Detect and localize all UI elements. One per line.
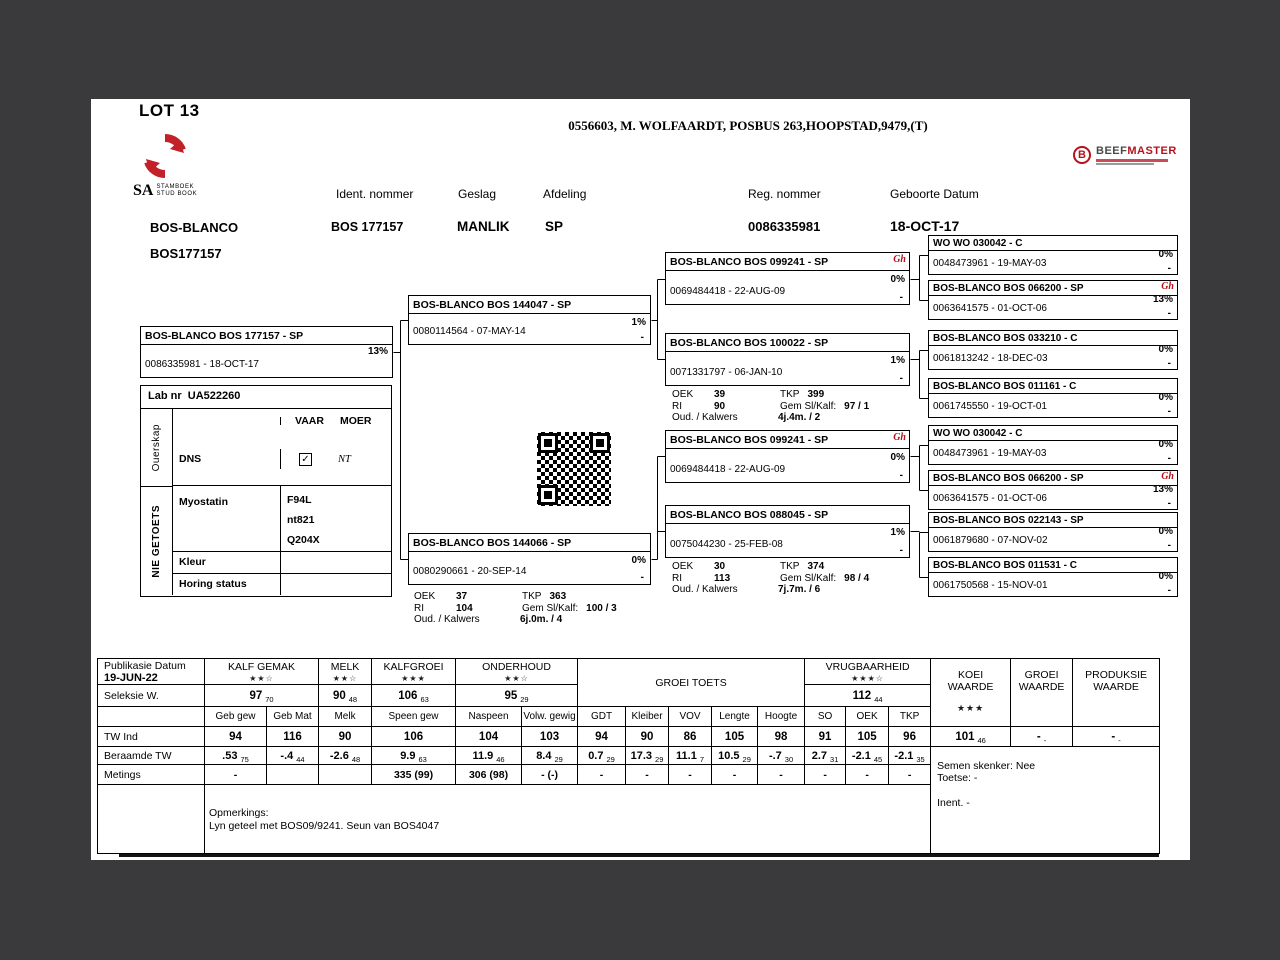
box-reg: 0069484418 - 22-AUG-09 xyxy=(670,286,786,297)
ident-nommer-label: Ident. nommer xyxy=(336,187,414,201)
empty-cell xyxy=(98,707,205,727)
column-header: SO xyxy=(805,707,846,727)
dam-dash: - xyxy=(640,572,644,583)
geboorte-datum-value: 18-OCT-17 xyxy=(890,218,960,234)
tw-ind-value: 90 xyxy=(626,727,669,747)
stat-label: TKP xyxy=(780,389,800,400)
opmerkings-text: Lyn geteel met BOS09/9241. Seun van BOS4047 xyxy=(209,820,440,832)
stat-label: Oud. / Kalwers xyxy=(414,614,480,625)
sa-studbook-logo-text xyxy=(133,183,197,198)
stat-label: OEK xyxy=(414,591,436,602)
box-reg: 0069484418 - 22-AUG-09 xyxy=(670,464,786,475)
sire-dash: - xyxy=(640,332,644,343)
tw-ind-label: TW Ind xyxy=(98,727,205,747)
nie-getoets-section-label: NIE GETOETS xyxy=(141,486,172,595)
metings-value: - xyxy=(712,765,758,785)
metings-value: - xyxy=(758,765,805,785)
group-kalfgroei: KALFGROEI ★★★ xyxy=(372,659,456,685)
pedigree-box-animal xyxy=(140,326,393,378)
geslag-value: MANLIK xyxy=(457,219,510,234)
beraamde-value: 0.7 $_{29}$ xyxy=(578,747,626,765)
page-bottom-rule xyxy=(119,854,1159,857)
stat-value: 113 xyxy=(714,572,731,584)
tw-ind-value: 104 xyxy=(456,727,522,747)
box-dash: - xyxy=(1167,585,1171,596)
box-dash: - xyxy=(1167,308,1171,319)
box-pct: 13% xyxy=(1152,294,1173,305)
publikasie-datum-value: 19-JUN-22 xyxy=(104,671,158,684)
owner-line: 0556603, M. WOLFAARDT, POSBUS 263,HOOPSTAD,9479,(T) xyxy=(568,118,928,133)
beraamde-value: 10.5 $_{29}$ xyxy=(712,747,758,765)
gh-marker-icon: Gh xyxy=(893,432,906,443)
stars-rating: ★★☆ xyxy=(249,673,274,683)
box-pct: 0% xyxy=(1158,392,1173,403)
stats-dams-dam xyxy=(672,561,869,596)
beraamde-value: 11.1 $_7$ xyxy=(669,747,712,765)
stat-label: Oud. / Kalwers xyxy=(672,584,738,595)
stat-label: Gem Sl/Kalf: xyxy=(780,572,837,584)
metings-value: - xyxy=(205,765,267,785)
stat-label: Gem Sl/Kalf: xyxy=(780,400,837,412)
moer-column-header: MOER xyxy=(339,415,372,427)
tw-ind-value: 103 xyxy=(522,727,578,747)
tw-ind-value: 105 xyxy=(712,727,758,747)
box-dash: - xyxy=(899,545,903,556)
group-vrugbaarheid: VRUGBAARHEID ★★★☆ xyxy=(805,659,931,685)
animal-box-title: BOS-BLANCO BOS 177157 - SP xyxy=(141,327,392,345)
stat-value: 98 / 4 xyxy=(844,572,870,584)
dns-vaar-checkbox: ✓ xyxy=(299,453,312,466)
metings-value: - xyxy=(805,765,846,785)
pedigree-box-gen4-8 xyxy=(928,557,1178,597)
toetse: Toetse: - xyxy=(937,771,978,784)
seleksie-value: 106 $_{63}$ xyxy=(372,685,456,707)
pedigree-box-gen4-5 xyxy=(928,425,1178,465)
group-onderhoud: ONDERHOUD ★★☆ xyxy=(456,659,578,685)
kleur-label: Kleur xyxy=(173,552,281,573)
metings-value: 306 (98) xyxy=(456,765,522,785)
stat-value: 374 xyxy=(807,561,825,572)
stat-label: RI xyxy=(672,400,682,412)
dam-pct: 0% xyxy=(631,555,646,566)
myostatin-label: Myostatin xyxy=(173,486,281,551)
afdeling-value: SP xyxy=(545,219,564,234)
seleksie-value: 90 $_{48}$ xyxy=(319,685,372,707)
stat-value: 90 xyxy=(714,400,726,412)
group-groei-toets: GROEI TOETS xyxy=(578,659,805,707)
koei-waarde-value: 101 $_{46}$ xyxy=(931,727,1011,747)
beefmaster-b-icon: B xyxy=(1073,146,1091,164)
metings-value: - xyxy=(578,765,626,785)
stars-rating: ★★★ xyxy=(956,703,985,713)
pedigree-box-gen4-3 xyxy=(928,330,1178,370)
beefmaster-logo xyxy=(1073,146,1177,165)
box-reg: 0075044230 - 25-FEB-08 xyxy=(670,539,783,550)
stats-dam xyxy=(414,591,617,626)
box-pct: 0% xyxy=(1158,249,1173,260)
box-title: WO WO 030042 - C xyxy=(929,426,1177,441)
reg-nommer-value: 0086335981 xyxy=(748,219,821,234)
column-header: Lengte xyxy=(712,707,758,727)
gh-marker-icon: Gh xyxy=(1161,471,1174,482)
myostatin-value: nt821 xyxy=(287,514,315,526)
beraamde-value: 17.3 $_{29}$ xyxy=(626,747,669,765)
metings-value: - xyxy=(626,765,669,785)
afdeling-label: Afdeling xyxy=(543,187,587,201)
pedigree-box-gen4-6 xyxy=(928,470,1178,510)
stat-value: 4j.4m. / 2 xyxy=(778,412,821,423)
box-reg: 0071331797 - 06-JAN-10 xyxy=(670,367,783,378)
dns-moer-value: NT xyxy=(338,453,351,465)
stat-value: 37 xyxy=(456,591,468,602)
box-pct: 1% xyxy=(890,355,905,366)
box-title: BOS-BLANCO BOS 099241 - SP xyxy=(666,253,909,271)
lab-box xyxy=(140,385,392,597)
tw-ind-value: 86 xyxy=(669,727,712,747)
lab-number xyxy=(141,386,391,409)
sa-logo-sa: SA xyxy=(133,182,154,199)
box-dash: - xyxy=(1167,453,1171,464)
stars-rating: ★★★ xyxy=(401,673,426,683)
stat-value: 39 xyxy=(714,389,726,400)
stat-label: TKP xyxy=(522,591,542,602)
column-header: TKP xyxy=(889,707,931,727)
publikasie-datum-cell xyxy=(98,659,205,685)
sa-studbook-logo-icon xyxy=(140,131,190,186)
column-header: Geb Mat xyxy=(267,707,319,727)
box-pct: 1% xyxy=(890,527,905,538)
column-header: GDT xyxy=(578,707,626,727)
tw-ind-value: 98 xyxy=(758,727,805,747)
group-kalf-gemak: KALF GEMAK ★★☆ xyxy=(205,659,319,685)
stars-rating: ★★☆ xyxy=(504,673,529,683)
box-dash: - xyxy=(1167,498,1171,509)
metings-value: - xyxy=(669,765,712,785)
box-dash: - xyxy=(899,470,903,481)
beraamde-value: 9.9 $_{63}$ xyxy=(372,747,456,765)
column-header: Hoogte xyxy=(758,707,805,727)
animal-name: BOS-BLANCO xyxy=(150,220,239,235)
beraamde-value: -.4 $_{44}$ xyxy=(267,747,319,765)
semen-skenker: Semen skenker: Nee xyxy=(937,760,1036,772)
box-pct: 0% xyxy=(1158,344,1173,355)
box-title: BOS-BLANCO BOS 011531 - C xyxy=(929,558,1177,573)
tw-ind-value: 116 xyxy=(267,727,319,747)
beraamde-value: .53 $_{75}$ xyxy=(205,747,267,765)
column-header: Volw. gewig xyxy=(522,707,578,727)
seleksie-w-label: Seleksie W. xyxy=(98,685,205,707)
semen-info-cell xyxy=(931,747,1160,854)
stat-value: 6j.0m. / 4 xyxy=(520,614,563,625)
beefmaster-word-beef: BEEF xyxy=(1096,145,1128,157)
box-title: BOS-BLANCO BOS 099241 - SP xyxy=(666,431,909,449)
box-dash: - xyxy=(1167,358,1171,369)
ouerskap-section-label: Ouerskap xyxy=(151,423,162,472)
box-reg: 0048473961 - 19-MAY-03 xyxy=(933,258,1047,269)
tw-ind-value: 94 xyxy=(205,727,267,747)
stats-sires-dam xyxy=(672,389,869,424)
column-header: Kleiber xyxy=(626,707,669,727)
sire-title: BOS-BLANCO BOS 144047 - SP xyxy=(409,296,650,314)
animal-id: BOS177157 xyxy=(150,246,222,261)
box-dash: - xyxy=(899,373,903,384)
beefmaster-subtext-bar2 xyxy=(1096,163,1154,165)
column-header: Naspeen xyxy=(456,707,522,727)
beraamde-value: -.7 $_{30}$ xyxy=(758,747,805,765)
box-pct: 13% xyxy=(1152,484,1173,495)
column-header: OEK xyxy=(846,707,889,727)
pedigree-box-sires-dam xyxy=(665,333,910,386)
pedigree-box-sires-sire xyxy=(665,252,910,305)
document-page xyxy=(91,99,1190,860)
box-dash: - xyxy=(899,292,903,303)
animal-inbreeding-pct: 13% xyxy=(367,346,388,357)
empty-cell xyxy=(98,785,205,854)
tw-ind-value: 106 xyxy=(372,727,456,747)
stars-rating: ★★☆ xyxy=(332,673,358,683)
box-reg: 0063641575 - 01-OCT-06 xyxy=(933,493,1047,504)
metings-value: - xyxy=(846,765,889,785)
box-title: BOS-BLANCO BOS 066200 - SP xyxy=(929,471,1177,486)
pedigree-box-sire xyxy=(408,295,651,345)
column-header: Geb gew xyxy=(205,707,267,727)
groei-waarde-value: - $_-$ xyxy=(1011,727,1073,747)
group-koei-waarde: KOEI WAARDE ★★★ xyxy=(931,659,1011,727)
column-header: Melk xyxy=(319,707,372,727)
box-reg: 0061745550 - 19-OCT-01 xyxy=(933,401,1047,412)
pedigree-box-dam xyxy=(408,533,651,585)
box-reg: 0048473961 - 19-MAY-03 xyxy=(933,448,1047,459)
tw-ind-value: 94 xyxy=(578,727,626,747)
breeding-values-table xyxy=(97,658,1160,854)
sa-logo-line1: STAMBOEK xyxy=(156,184,195,190)
opmerkings-label: Opmerkings: xyxy=(209,807,269,819)
group-groei-waarde: GROEI WAARDE xyxy=(1011,659,1073,727)
box-reg: 0061750568 - 15-NOV-01 xyxy=(933,580,1048,591)
inent: Inent. - xyxy=(937,797,970,809)
stat-label: TKP xyxy=(780,561,800,572)
animal-box-reg: 0086335981 - 18-OCT-17 xyxy=(145,359,259,370)
dam-title: BOS-BLANCO BOS 144066 - SP xyxy=(409,534,650,552)
lab-value: UA522260 xyxy=(187,390,241,402)
box-reg: 0061813242 - 18-DEC-03 xyxy=(933,353,1048,364)
myostatin-value: F94L xyxy=(287,494,312,506)
seleksie-value: 97 $_{70}$ xyxy=(205,685,319,707)
pedigree-box-dams-sire xyxy=(665,430,910,483)
kleur-value xyxy=(281,552,391,573)
lab-label: Lab nr xyxy=(148,390,182,402)
tw-ind-value: 90 xyxy=(319,727,372,747)
myostatin-value: Q204X xyxy=(287,534,320,546)
pedigree-box-gen4-4 xyxy=(928,378,1178,418)
column-header: Speen gew xyxy=(372,707,456,727)
box-pct: 0% xyxy=(1158,439,1173,450)
box-title: BOS-BLANCO BOS 022143 - SP xyxy=(929,513,1177,528)
stat-value: 399 xyxy=(807,389,825,400)
horing-status-value xyxy=(281,574,391,595)
beraamde-value: 2.7 $_{31}$ xyxy=(805,747,846,765)
metings-value: - xyxy=(889,765,931,785)
box-pct: 0% xyxy=(890,452,905,463)
beraamde-value: 8.4 $_{29}$ xyxy=(522,747,578,765)
stars-rating: ★★★☆ xyxy=(851,673,884,683)
box-title: WO WO 030042 - C xyxy=(929,236,1177,251)
stat-label: Oud. / Kalwers xyxy=(672,412,738,423)
box-dash: - xyxy=(1167,263,1171,274)
box-pct: 0% xyxy=(1158,571,1173,582)
column-header: VOV xyxy=(669,707,712,727)
publikasie-datum-label: Publikasie Datum xyxy=(104,659,186,672)
reg-nommer-label: Reg. nommer xyxy=(748,187,821,201)
sire-pct: 1% xyxy=(631,317,646,328)
metings-value: - (-) xyxy=(522,765,578,785)
beefmaster-wordmark xyxy=(1096,146,1177,157)
box-title: BOS-BLANCO BOS 033210 - C xyxy=(929,331,1177,346)
pedigree-box-dams-dam xyxy=(665,505,910,558)
beraamde-tw-label: Beraamde TW xyxy=(98,747,205,765)
dns-label: DNS xyxy=(173,449,281,469)
seleksie-value: 95 $_{29}$ xyxy=(456,685,578,707)
tw-ind-value: 91 xyxy=(805,727,846,747)
metings-value xyxy=(319,765,372,785)
box-pct: 0% xyxy=(890,274,905,285)
seleksie-value: 112 $_{44}$ xyxy=(805,685,931,707)
beefmaster-word-master: MASTER xyxy=(1127,145,1177,157)
box-pct: 0% xyxy=(1158,526,1173,537)
beraamde-value: 11.9 $_{46}$ xyxy=(456,747,522,765)
box-title: BOS-BLANCO BOS 088045 - SP xyxy=(666,506,909,524)
opmerkings-cell xyxy=(205,785,931,854)
stat-label: OEK xyxy=(672,389,694,400)
group-produksie-waarde: PRODUKSIE WAARDE xyxy=(1073,659,1160,727)
box-reg: 0063641575 - 01-OCT-06 xyxy=(933,303,1047,314)
sire-reg: 0080114564 - 07-MAY-14 xyxy=(413,326,526,337)
stat-label: RI xyxy=(672,572,682,584)
stat-value: 104 xyxy=(456,602,473,614)
gh-marker-icon: Gh xyxy=(893,254,906,265)
stat-label: RI xyxy=(414,602,424,614)
beraamde-value: -2.1 $_{35}$ xyxy=(889,747,931,765)
sa-logo-line2: STUD BOOK xyxy=(156,191,198,197)
ident-nommer-value: BOS 177157 xyxy=(331,220,404,234)
stat-value: 97 / 1 xyxy=(844,400,870,412)
box-title: BOS-BLANCO BOS 100022 - SP xyxy=(666,334,909,352)
box-reg: 0061879680 - 07-NOV-02 xyxy=(933,535,1048,546)
box-dash: - xyxy=(1167,540,1171,551)
metings-label: Metings xyxy=(98,765,205,785)
stat-value: 30 xyxy=(714,561,726,572)
pedigree-box-gen4-7 xyxy=(928,512,1178,552)
beraamde-value: -2.6 $_{48}$ xyxy=(319,747,372,765)
beraamde-value: -2.1 $_{45}$ xyxy=(846,747,889,765)
vaar-column-header: VAAR xyxy=(295,415,324,427)
tw-ind-value: 105 xyxy=(846,727,889,747)
metings-value xyxy=(267,765,319,785)
stat-label: Gem Sl/Kalf: xyxy=(522,602,579,614)
horing-status-label: Horing status xyxy=(173,574,281,595)
geboorte-datum-label: Geboorte Datum xyxy=(890,187,979,201)
stat-value: 100 / 3 xyxy=(586,602,617,614)
geslag-label: Geslag xyxy=(458,187,497,201)
box-dash: - xyxy=(1167,406,1171,417)
empty-cell xyxy=(173,417,281,425)
qr-code xyxy=(537,432,611,506)
beefmaster-subtext-bar xyxy=(1096,159,1168,162)
stat-label: OEK xyxy=(672,561,694,572)
lot-number: LOT 13 xyxy=(139,101,200,120)
gh-marker-icon: Gh xyxy=(1161,281,1174,292)
box-title: BOS-BLANCO BOS 011161 - C xyxy=(929,379,1177,394)
group-melk: MELK ★★☆ xyxy=(319,659,372,685)
stat-value: 363 xyxy=(549,591,567,602)
box-title: BOS-BLANCO BOS 066200 - SP xyxy=(929,281,1177,296)
stat-value: 7j.7m. / 6 xyxy=(778,584,821,595)
dam-reg: 0080290661 - 20-SEP-14 xyxy=(413,566,527,577)
metings-value: 335 (99) xyxy=(372,765,456,785)
pedigree-box-gen4-2 xyxy=(928,280,1178,320)
tw-ind-value: 96 xyxy=(889,727,931,747)
pedigree-box-gen4-1 xyxy=(928,235,1178,275)
produksie-waarde-value: - $_-$ xyxy=(1073,727,1160,747)
